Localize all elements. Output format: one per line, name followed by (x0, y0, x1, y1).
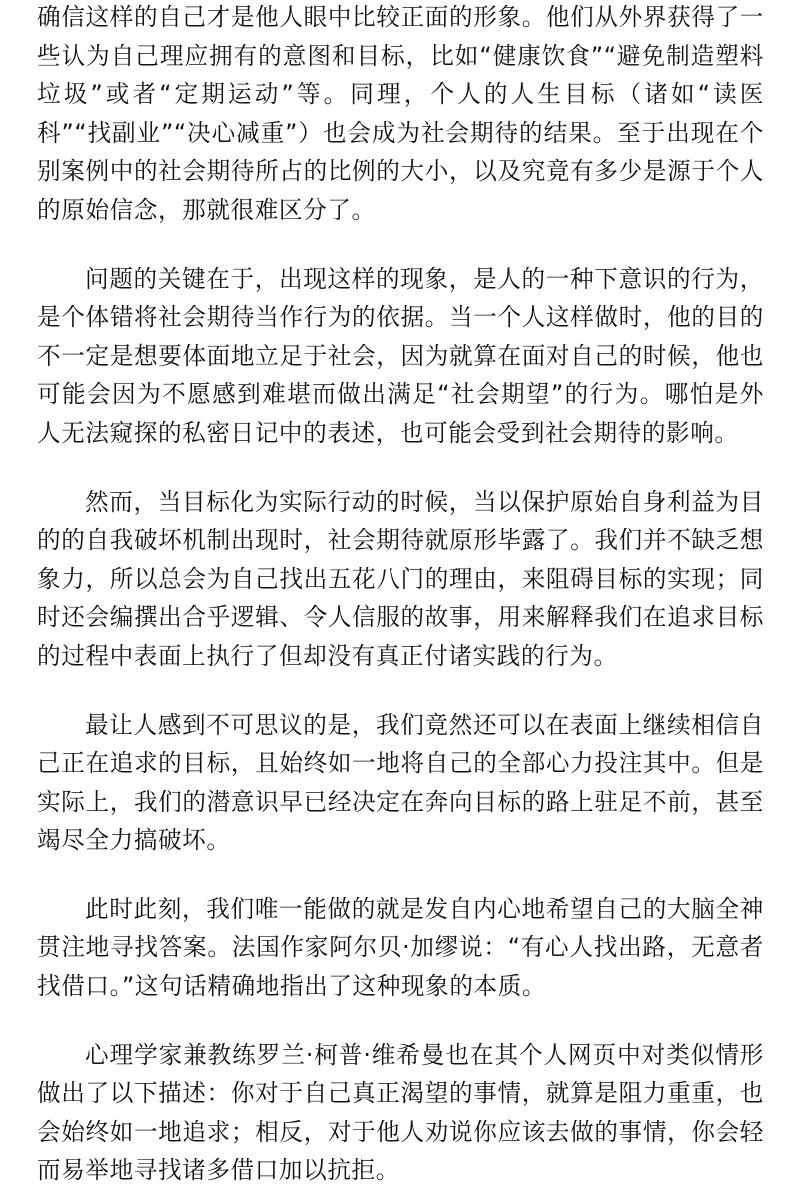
paragraph-4: 最让人感到不可思议的是，我们竟然还可以在表面上继续相信自己正在追求的目标，且始终如一地将自己的全部心力投注其中。但是实际上，我们的潜意识早已经决定在奔向目标的路上驻足不前，甚至竭尽全力搞破坏。 (37, 710, 764, 855)
paragraph-6: 心理学家兼教练罗兰·柯普·维希曼也在其个人网页中对类似情形做出了以下描述：你对于自己真正渴望的事情，就算是阻力重重，也会始终如一地追求；相反，对于他人劝说你应该去做的事情，你会轻而易举地寻找诸多借口加以抗拒。 (37, 1040, 764, 1185)
paragraph-3: 然而，当目标化为实际行动的时候，当以保护原始自身利益为目的的自我破坏机制出现时，社会期待就原形毕露了。我们并不缺乏想象力，所以总会为自己找出五花八门的理由，来阻碍目标的实现；同时还会编撰出合乎逻辑、令人信服的故事，用来解释我们在追求目标的过程中表面上执行了但却没有真正付诸实践的行为。 (37, 487, 764, 670)
paragraph-5: 此时此刻，我们唯一能做的就是发自内心地希望自己的大脑全神贯注地寻找答案。法国作家阿尔贝·加缪说：“有心人找出路，无意者找借口。”这句话精确地指出了这种现象的本质。 (37, 894, 764, 1001)
paragraph-2: 问题的关键在于，出现这样的现象，是人的一种下意识的行为，是个体错将社会期待当作行为的依据。当一个人这样做时，他的目的不一定是想要体面地立足于社会，因为就算在面对自己的时候，他也可能会因为不愿感到难堪而做出满足“社会期望”的行为。哪怕是外人无法窥探的私密日记中的表述，也可能会受到社会期待的影响。 (37, 264, 764, 447)
paragraph-1: 确信这样的自己才是他人眼中比较正面的形象。他们从外界获得了一些认为自己理应拥有的意图和目标，比如“健康饮食”“避免制造塑料垃圾”或者“定期运动”等。同理，个人的人生目标（诸如“读医科”“找副业”“决心减重”）也会成为社会期待的结果。至于出现在个别案例中的社会期待所占的比例的大小，以及究竟有多少是源于个人的原始信念，那就很难区分了。 (37, 3, 764, 224)
